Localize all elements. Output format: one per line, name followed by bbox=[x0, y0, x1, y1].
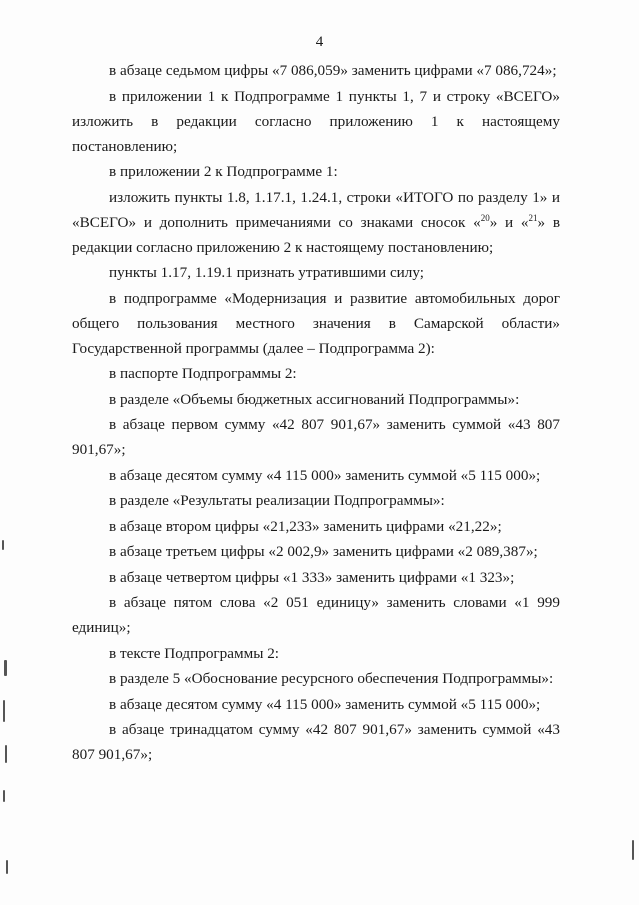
paragraph: в разделе «Результаты реализации Подпрограммы»: bbox=[109, 492, 445, 509]
paragraph: в тексте Подпрограммы 2: bbox=[109, 644, 280, 662]
paragraph: в абзаце третьем цифры «2 002,9» заменить цифрами «2 089,387»; bbox=[109, 543, 538, 560]
scan-artifact bbox=[6, 860, 8, 874]
scan-artifact bbox=[4, 660, 7, 676]
document-body bbox=[72, 58, 560, 767]
paragraph: в подпрограмме «Модернизация и развитие автомобильных дорог общего пользования местного значения в Самарской области» Государственной программы (далее – Подпрограмма 2): bbox=[72, 289, 560, 357]
paragraph: в приложении 2 к Подпрограмме 1: bbox=[109, 163, 338, 180]
footnote-mark: 20 bbox=[480, 212, 490, 223]
scan-artifact bbox=[3, 790, 5, 802]
paragraph: в абзаце десятом сумму «4 115 000» заменить суммой «5 115 000»; bbox=[109, 466, 541, 484]
paragraph: пункты 1.17, 1.19.1 признать утратившими силу; bbox=[109, 264, 424, 281]
footnote-mark: 21 bbox=[528, 212, 538, 223]
paragraph: в абзаце первом сумму «42 807 901,67» заменить суммой «43 807 901,67»; bbox=[72, 416, 560, 458]
paragraph-text: изложить пункты 1.8, 1.17.1, 1.24.1, строки «ИТОГО по разделу 1» и «ВСЕГО» и дополнить примечаниями со знаками сносок « bbox=[72, 188, 560, 231]
paragraph-with-footnotes bbox=[72, 185, 560, 260]
scan-artifact bbox=[3, 700, 5, 722]
paragraph-text: » в редакции согласно приложению 2 к настоящему постановлению; bbox=[72, 213, 560, 256]
paragraph: в абзаце тринадцатом сумму «42 807 901,67» заменить суммой «43 807 901,67»; bbox=[72, 721, 560, 763]
paragraph-text: » и « bbox=[489, 213, 529, 231]
scan-artifact bbox=[5, 745, 7, 763]
paragraph: в абзаце седьмом цифры «7 086,059» заменить цифрами «7 086,724»; bbox=[109, 62, 557, 79]
paragraph: в паспорте Подпрограммы 2: bbox=[109, 365, 297, 382]
page-number: 4 bbox=[315, 34, 324, 50]
scan-artifact bbox=[632, 840, 634, 860]
paragraph: в абзаце втором цифры «21,233» заменить цифрами «21,22»; bbox=[109, 517, 502, 535]
scan-artifact bbox=[2, 540, 4, 550]
paragraph: в разделе 5 «Обоснование ресурсного обеспечения Подпрограммы»: bbox=[109, 670, 554, 687]
paragraph: в разделе «Объемы бюджетных ассигнований Подпрограммы»: bbox=[109, 390, 520, 408]
paragraph: в абзаце десятом сумму «4 115 000» заменить суммой «5 115 000»; bbox=[109, 695, 541, 713]
paragraph: в приложении 1 к Подпрограмме 1 пункты 1, 7 и строку «ВСЕГО» изложить в редакции согласно приложению 1 к настоящему постановлению; bbox=[72, 87, 560, 155]
paragraph: в абзаце четвертом цифры «1 333» заменить цифрами «1 323»; bbox=[109, 568, 515, 586]
paragraph: в абзаце пятом слова «2 051 единицу» заменить словами «1 999 единиц»; bbox=[72, 594, 560, 636]
